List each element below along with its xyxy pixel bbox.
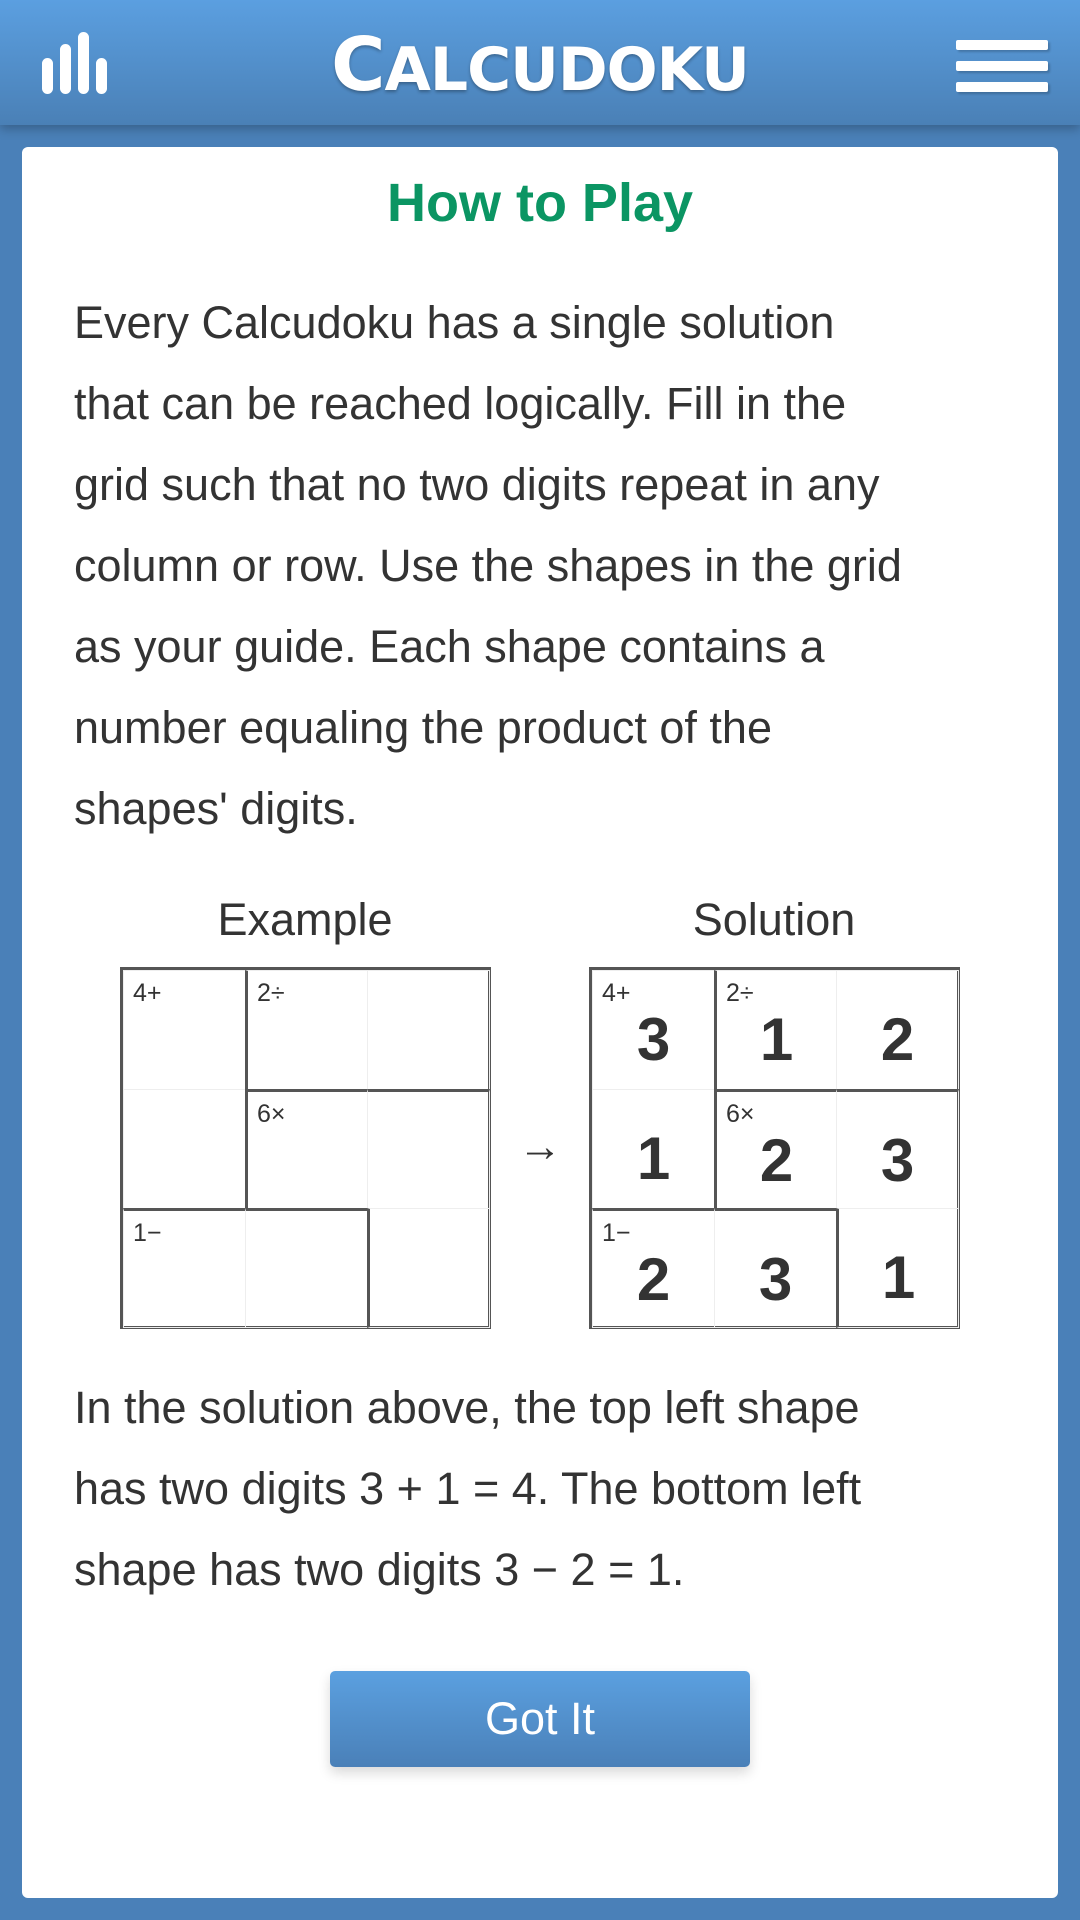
solution-label: Solution (692, 894, 856, 945)
app-header (0, 0, 1080, 125)
text-line: shape has two digits 3 − 2 = 1. (74, 1544, 685, 1595)
example-grid (120, 967, 491, 1329)
grid-cell (245, 1208, 368, 1328)
solution-digit: 1 (636, 1125, 671, 1192)
explanation-text (74, 1367, 861, 1610)
text-line: grid such that no two digits repeat in any (74, 459, 880, 510)
cage-label: 6× (257, 1100, 286, 1128)
grid-cell (714, 1089, 837, 1209)
grid-cell (367, 1089, 490, 1209)
solution-digit: 2 (759, 1127, 794, 1194)
grid-cell (592, 970, 715, 1090)
grid-cell (836, 970, 959, 1090)
solution-grid (589, 967, 960, 1329)
example-label: Example (217, 894, 393, 945)
text-line: number equaling the product of the (74, 702, 772, 753)
grid-cell (836, 1089, 959, 1209)
solution-digit: 1 (759, 1006, 794, 1073)
grid-cell (123, 1208, 246, 1328)
grid-cell (592, 1089, 715, 1209)
grid-cell (367, 970, 490, 1090)
grid-cell (714, 1208, 837, 1328)
text-line: that can be reached logically. Fill in the (74, 378, 847, 429)
grid-cell (245, 1089, 368, 1209)
grid-cell (367, 1208, 490, 1328)
grid-cell (123, 1089, 246, 1209)
cage-label: 2÷ (257, 979, 285, 1007)
text-line: column or row. Use the shapes in the grid (74, 540, 902, 591)
hamburger-menu-icon[interactable] (956, 40, 1048, 92)
solution-digit: 2 (636, 1246, 671, 1313)
app-title: CALCUDOKU (331, 22, 749, 108)
cage-label: 1− (602, 1219, 631, 1247)
got-it-button[interactable]: Got It (330, 1671, 750, 1767)
text-line: Every Calcudoku has a single solution (74, 297, 835, 348)
dialog-heading: How to Play (386, 173, 694, 233)
grid-cell (592, 1208, 715, 1328)
cage-label: 4+ (602, 979, 631, 1007)
text-line: In the solution above, the top left shape (74, 1382, 860, 1433)
solution-digit: 2 (880, 1006, 915, 1073)
cage-label: 4+ (133, 979, 162, 1007)
grid-cell (245, 970, 368, 1090)
text-line: shapes' digits. (74, 783, 358, 834)
grid-cell (714, 970, 837, 1090)
cage-label: 2÷ (726, 979, 754, 1007)
text-line: has two digits 3 + 1 = 4. The bottom left (74, 1463, 862, 1514)
cage-label: 1− (133, 1219, 162, 1247)
cage-label: 6× (726, 1100, 755, 1128)
solution-digit: 3 (758, 1246, 793, 1313)
text-line: as your guide. Each shape contains a (74, 621, 825, 672)
grid-cell (123, 970, 246, 1090)
arrow-icon: → (518, 1122, 562, 1171)
solution-digit: 3 (636, 1006, 671, 1073)
solution-digit: 1 (881, 1244, 916, 1311)
grid-cell (836, 1208, 959, 1328)
solution-digit: 3 (880, 1127, 915, 1194)
intro-text (74, 282, 902, 849)
